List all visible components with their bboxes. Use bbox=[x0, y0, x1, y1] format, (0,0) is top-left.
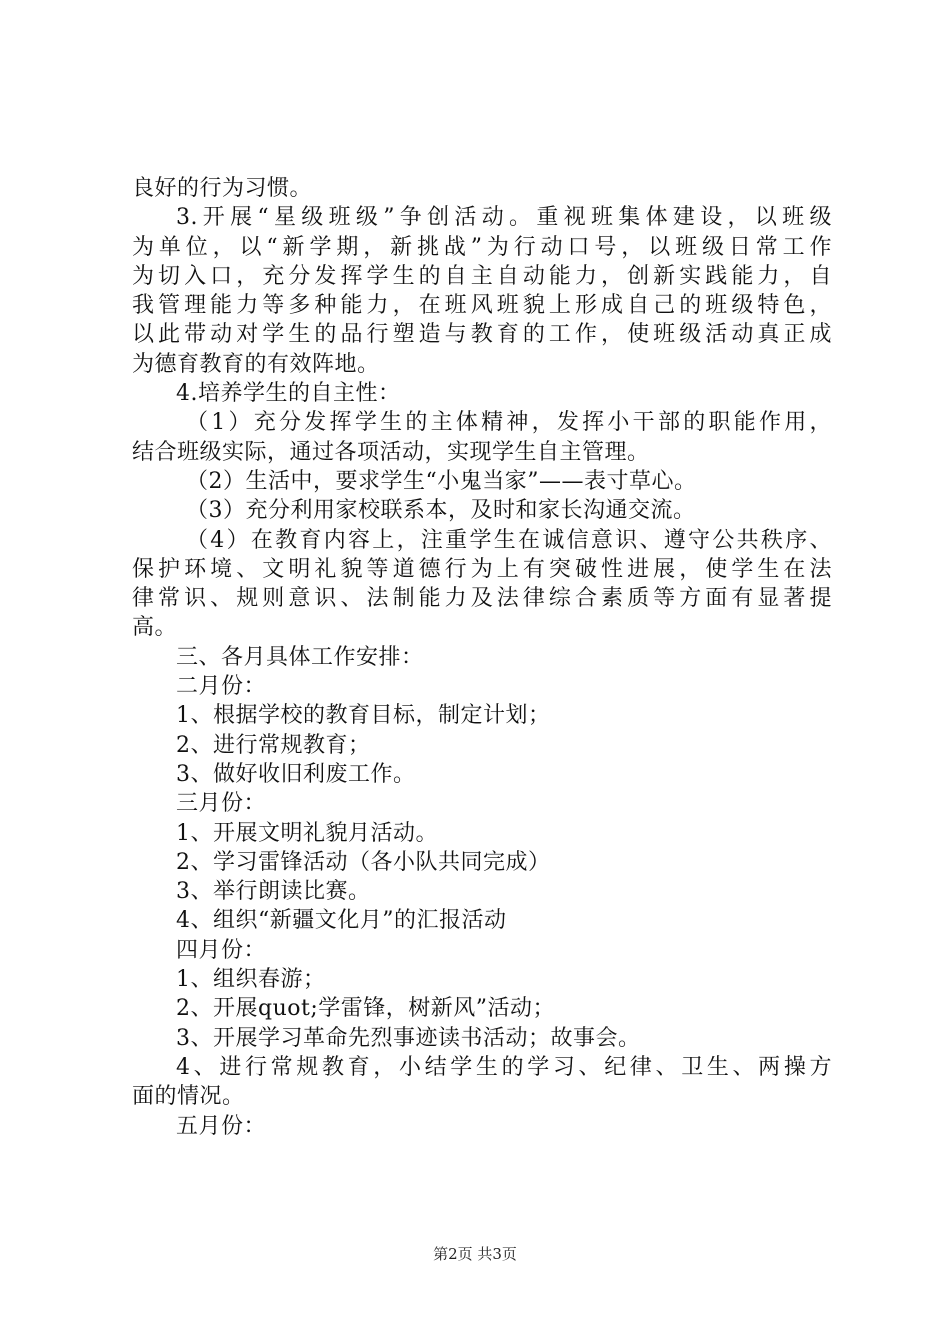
text-line: 四月份： bbox=[176, 937, 267, 963]
text-line: 为切入口，充分发挥学生的自主自动能力，创新实践能力，自 bbox=[132, 263, 832, 289]
text-line: 2、进行常规教育； bbox=[176, 732, 371, 758]
text-line: 2、开展quot;学雷锋，树新风”活动； bbox=[176, 996, 555, 1022]
text-line: 二月份： bbox=[176, 674, 267, 700]
text-line: 1、组织春游； bbox=[176, 967, 326, 993]
text-line: 以此带动对学生的品行塑造与教育的工作，使班级活动真正成 bbox=[132, 322, 832, 348]
text-line: 3.开展“星级班级”争创活动。重视班集体建设，以班级 bbox=[176, 205, 832, 231]
text-line: （3）充分利用家校联系本，及时和家长沟通交流。 bbox=[186, 498, 696, 524]
text-line: 保护环境、文明礼貌等道德行为上有突破性进展，使学生在法 bbox=[132, 556, 832, 582]
text-line: （4）在教育内容上，注重学生在诚信意识、遵守公共秩序、 bbox=[186, 527, 832, 553]
text-line: 4、组织“新疆文化月”的汇报活动 bbox=[176, 908, 507, 934]
text-line: 2、学习雷锋活动（各小队共同完成） bbox=[176, 849, 551, 875]
text-line: 三、各月具体工作安排： bbox=[176, 644, 424, 670]
text-line: 1、根据学校的教育目标，制定计划； bbox=[176, 703, 551, 729]
text-line: 1、开展文明礼貌月活动。 bbox=[176, 820, 438, 846]
text-line: 4、进行常规教育，小结学生的学习、纪律、卫生、两操方 bbox=[176, 1054, 832, 1080]
text-line: 我管理能力等多种能力，在班风班貌上形成自己的班级特色， bbox=[132, 293, 832, 319]
text-line: 3、做好收旧利废工作。 bbox=[176, 761, 416, 787]
text-line: 为德育教育的有效阵地。 bbox=[132, 351, 380, 377]
text-line: 面的情况。 bbox=[132, 1084, 245, 1110]
text-line: 律常识、规则意识、法制能力及法律综合素质等方面有显著提 bbox=[132, 586, 832, 612]
document-body bbox=[132, 174, 832, 1141]
text-line: 高。 bbox=[132, 615, 178, 641]
text-line: 结合班级实际，通过各项活动，实现学生自主管理。 bbox=[132, 439, 650, 465]
text-line: 三月份： bbox=[176, 791, 267, 817]
text-line: （1）充分发挥学生的主体精神，发挥小干部的职能作用， bbox=[186, 410, 832, 436]
text-line: 4.培养学生的自主性： bbox=[176, 381, 401, 407]
text-line: 良好的行为习惯。 bbox=[132, 176, 313, 201]
text-line: （2）生活中，要求学生“小鬼当家”——表寸草心。 bbox=[186, 468, 697, 494]
text-line: 为单位，以“新学期，新挑战”为行动口号，以班级日常工作 bbox=[132, 234, 832, 260]
text-line: 五月份： bbox=[176, 1113, 267, 1139]
page-footer: 第2页 共3页 bbox=[433, 1245, 517, 1263]
text-line: 3、开展学习革命先烈事迹读书活动；故事会。 bbox=[176, 1025, 641, 1051]
text-line: 3、举行朗读比赛。 bbox=[176, 879, 371, 905]
